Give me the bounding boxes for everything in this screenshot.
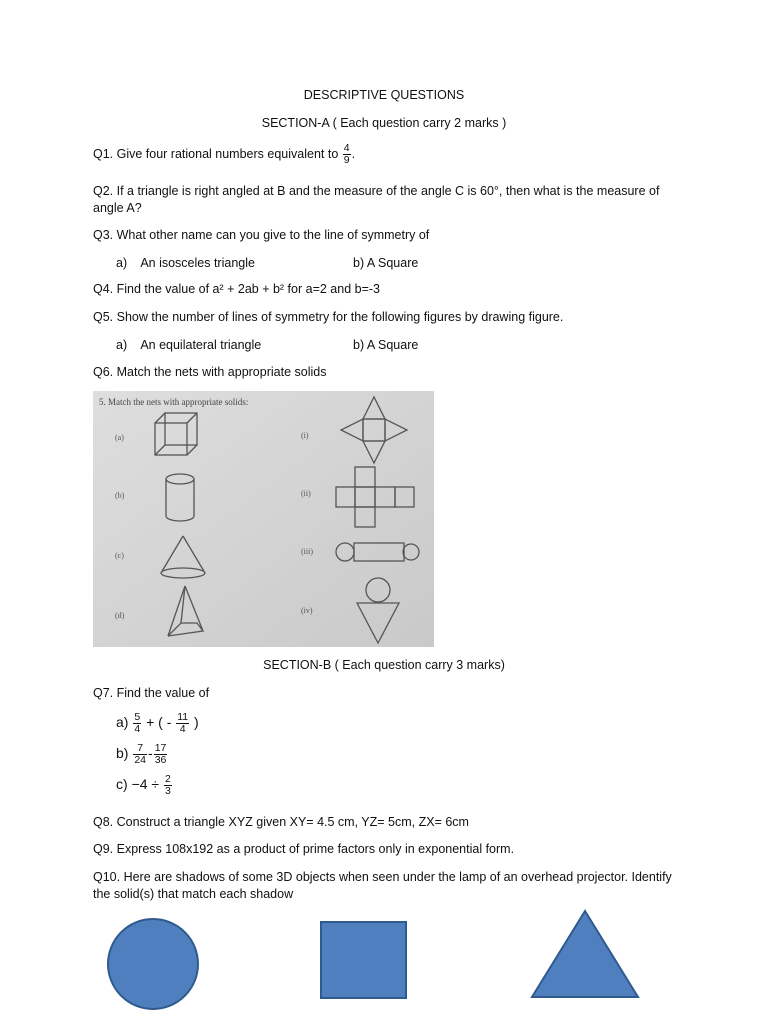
photo-caption: 5. Match the nets with appropriate solids: [99, 397, 249, 407]
question-4: Q4. Find the value of a² + 2ab + b² for a=2 and b=-3 [93, 282, 380, 296]
question-2: Q2. If a triangle is right angled at B and the measure of the angle C is 60°, then what is the measure of angle A? [93, 184, 660, 215]
triangle-shadow [532, 911, 638, 997]
section-a-title: SECTION-A ( Each question carry 2 marks ) [261, 116, 507, 130]
question-8: Q8. Construct a triangle XYZ given XY= 4.5 cm, YZ= 5cm, ZX= 6cm [93, 815, 469, 829]
question-1: Q1. Give four rational numbers equivalent to $\frac{4}{9}$ . [93, 142, 356, 166]
question-7-part-b: b) $\frac{7}{24}$ - $\frac{17}{36}$ [116, 742, 167, 766]
label-iii: (iii) [301, 547, 313, 556]
question-5-option-a: a) An equilateral triangle [116, 338, 262, 352]
circle-shadow [108, 919, 198, 1009]
question-10: Q10. Here are shadows of some 3D objects when seen under the lamp of an overhead projector. Identify the solid(s) that match each shadow [93, 870, 672, 901]
question-1-text: Q1. Give four rational numbers equivalent to [93, 146, 339, 161]
label-b: (b) [115, 491, 125, 500]
question-3-option-b: b) A Square [353, 256, 419, 270]
question-9: Q9. Express 108x192 as a product of prime factors only in exponential form. [93, 842, 515, 856]
label-iv: (iv) [301, 606, 313, 615]
heading: DESCRIPTIVE QUESTIONS [303, 88, 465, 102]
label-a: (a) [115, 433, 124, 442]
label-c: (c) [115, 551, 124, 560]
section-b-title: SECTION-B ( Each question carry 3 marks) [263, 658, 505, 672]
question-7-part-c: c) −4 ÷ $\frac{2}{3}$ [116, 773, 171, 797]
question-5-option-b: b) A Square [353, 338, 419, 352]
shadow-shapes [0, 906, 768, 1016]
question-7: Q7. Find the value of [93, 686, 210, 700]
question-5: Q5. Show the number of lines of symmetry for the following figures by drawing figure. [93, 310, 564, 324]
nets-and-solids-photo [93, 391, 434, 647]
label-ii: (ii) [301, 489, 311, 498]
question-3-option-a: a) An isosceles triangle [116, 256, 255, 270]
question-3: Q3. What other name can you give to the line of symmetry of [93, 228, 430, 242]
nets-and-solids-figure [93, 391, 434, 647]
label-d: (d) [115, 611, 125, 620]
square-shadow [321, 922, 406, 998]
question-7-part-a: a) $\frac{5}{4}$ + ( - $\frac{11}{4}$ ) [116, 711, 199, 735]
question-6: Q6. Match the nets with appropriate solids [93, 365, 327, 379]
fraction: $\frac{4}{9}$ [343, 142, 350, 166]
label-i: (i) [301, 431, 309, 440]
